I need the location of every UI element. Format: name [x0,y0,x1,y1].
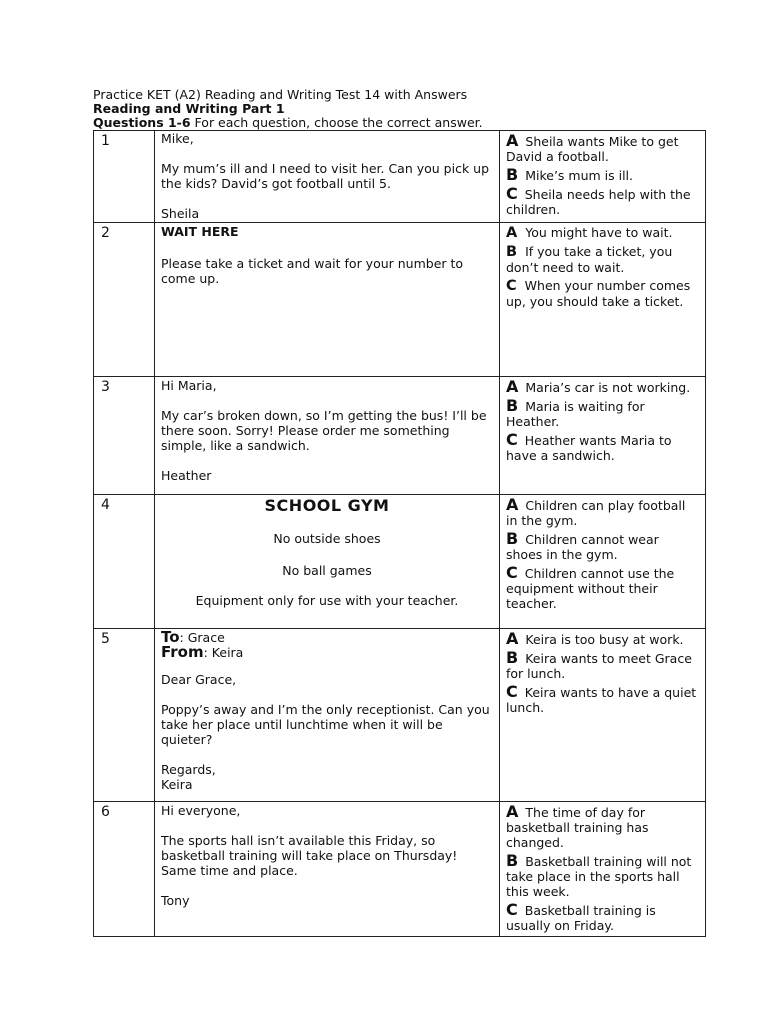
option-a[interactable]: A You might have to wait. [506,225,673,241]
answer-options [500,802,706,937]
question-number: 5 [94,629,155,802]
question-row [94,802,706,937]
note-body: My mum’s ill and I need to visit her. Can you pick up the kids? David’s got football until 5. [161,161,490,191]
question-number: 1 [94,131,155,223]
sign-rule: Equipment only for use with your teacher. [195,593,459,608]
option-b[interactable]: B Children cannot wear shoes in the gym. [506,529,659,562]
note-body: My car’s broken down, so I’m getting the bus! I’ll be there soon. Sorry! Please order me something simple, like a sandwich. [161,408,487,453]
email-regards: Regards, [161,762,216,777]
question-row [94,629,706,802]
question-number: 4 [94,495,155,629]
option-a[interactable]: A Keira is too busy at work. [506,629,684,648]
option-b[interactable]: B Maria is waiting for Heather. [506,396,645,429]
option-c[interactable]: C Children cannot use the equipment without their teacher. [506,563,675,611]
question-row [94,223,706,377]
option-a[interactable]: A Sheila wants Mike to get David a football. [506,131,679,164]
sign-rule: No outside shoes [273,531,381,546]
option-c[interactable]: C When your number comes up, you should take a ticket. [506,278,691,309]
option-c[interactable]: C Sheila needs help with the children. [506,184,691,217]
sign-title: WAIT HERE [161,224,239,239]
question-text [155,131,500,223]
answer-options [500,377,706,495]
question-row [94,377,706,495]
answer-options [500,629,706,802]
question-text [155,223,500,377]
note-salutation: Hi everyone, [161,803,241,818]
email-from: From: Keira [161,643,244,661]
note-signoff: Sheila [161,206,200,221]
option-b[interactable]: B Keira wants to meet Grace for lunch. [506,648,692,681]
question-text [155,377,500,495]
note-salutation: Hi Maria, [161,378,217,393]
email-salutation: Dear Grace, [161,672,237,687]
question-row [94,495,706,629]
note-signoff: Tony [161,893,190,908]
note-signoff: Heather [161,468,212,483]
email-signoff: Keira [161,777,193,792]
question-text [155,802,500,937]
sign-body: Please take a ticket and wait for your number to come up. [161,256,464,286]
note-body: The sports hall isn’t available this Friday, so basketball training will take place on Thursday! Same time and place. [161,833,458,878]
question-number: 2 [94,223,155,377]
option-a[interactable]: A Maria’s car is not working. [506,377,691,396]
sign-title: SCHOOL GYM [264,496,390,515]
option-a[interactable]: A Children can play football in the gym. [506,495,686,528]
note-salutation: Mike, [161,131,194,146]
option-c[interactable]: C Basketball training is usually on Friday. [506,900,656,933]
option-c[interactable]: C Keira wants to have a quiet lunch. [506,682,697,715]
instructions: Questions 1-6 For each question, choose the correct answer. [93,115,483,130]
section-heading: Reading and Writing Part 1 [93,101,285,116]
option-c[interactable]: C Heather wants Maria to have a sandwich. [506,430,672,463]
option-b[interactable]: B Basketball training will not take place in the sports hall this week. [506,851,692,899]
question-number: 3 [94,377,155,495]
answer-options [500,131,706,223]
option-a[interactable]: A The time of day for basketball training has changed. [506,802,649,850]
question-number: 6 [94,802,155,937]
question-text [155,629,500,802]
document-title: Practice KET (A2) Reading and Writing Test 14 with Answers [93,87,468,102]
sign-rule: No ball games [282,563,372,578]
question-row [94,131,706,223]
email-body: Poppy’s away and I’m the only receptionist. Can you take her place until lunchtime when it will be quieter? [161,702,490,747]
answer-options [500,495,706,629]
option-b[interactable]: B If you take a ticket, you don’t need to wait. [506,244,673,275]
email-to: To: Grace [161,628,225,646]
answer-options [500,223,706,377]
question-text [155,495,500,629]
option-b[interactable]: B Mike’s mum is ill. [506,165,634,184]
questions-table [93,130,706,937]
